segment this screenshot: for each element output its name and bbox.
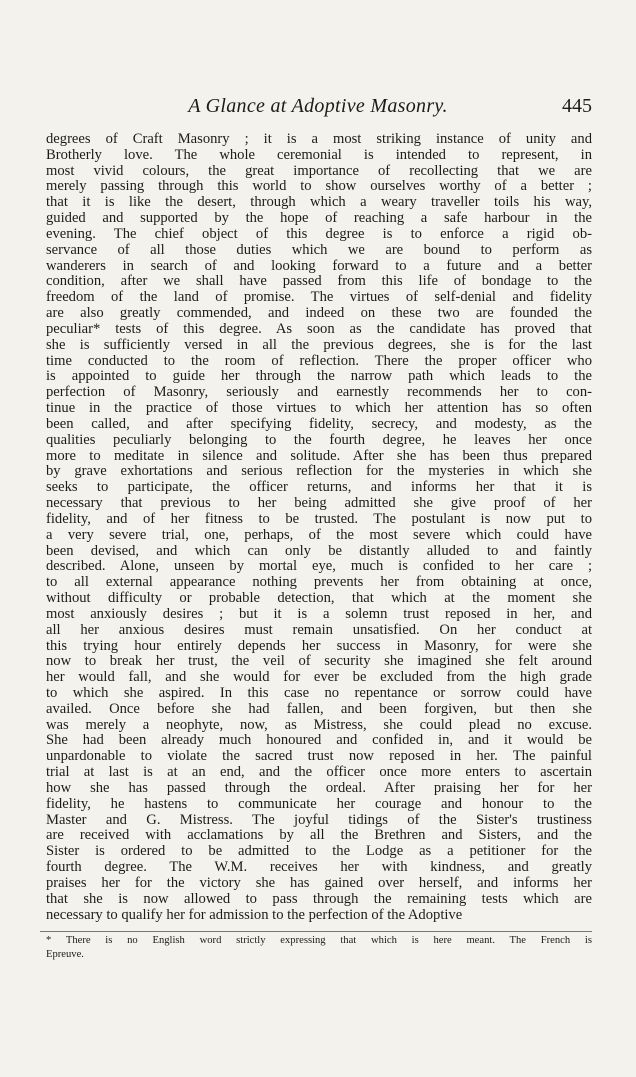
text-line: Brotherly love. The whole ceremonial is intended to represent, in	[46, 146, 592, 163]
text-line: that she is now allowed to pass through the remaining tests which are	[46, 890, 592, 907]
text-line: most vivid colours, the great importance of recollecting that we are	[46, 162, 592, 179]
footnote-line: * There is no English word strictly expressing that which is here meant. The French is	[46, 935, 592, 946]
running-title: A Glance at Adoptive Masonry.	[188, 95, 448, 117]
text-line: praises her for the victory she has gained over herself, and informs her	[46, 874, 592, 891]
text-line: degrees of Craft Masonry ; it is a most striking instance of unity and	[46, 131, 592, 147]
text-line: tinue in the practice of those virtues to which her attention has so often	[46, 400, 592, 417]
text-line: how she has passed through the ordeal. After praising her for her	[46, 779, 592, 796]
text-line: this trying hour entirely depends her success in Masonry, for were she	[46, 637, 592, 654]
text-line: more to meditate in silence and solitude. After she has been thus prepared	[46, 447, 592, 464]
text-line: without difficulty or probable detection, that which at the moment she	[46, 590, 592, 607]
text-line: necessary to qualify her for admission to the perfection of the Adoptive	[46, 906, 463, 923]
text-line: that it is like the desert, through which a weary traveller toils his way,	[46, 194, 592, 211]
footnote-divider	[40, 931, 592, 932]
text-line: been called, and after specifying fidelity, secrecy, and modesty, as the	[46, 415, 592, 432]
text-line: Master and G. Mistress. The joyful tidings of the Sister's trustiness	[46, 811, 592, 828]
text-line: wanderers in search of and looking forward to a future and a better	[46, 257, 592, 274]
text-line: seeks to participate, the officer returns, and informs her that it is	[46, 479, 592, 496]
text-line: necessary that previous to her being admitted she give proof of her	[46, 495, 592, 512]
text-line: peculiar* tests of this degree. As soon as the candidate has proved that	[46, 320, 592, 337]
text-line: perfection of Masonry, seriously and earnestly recommends her to con-	[46, 384, 592, 401]
text-line: merely passing through this world to show ourselves worthy of a better ;	[46, 178, 592, 195]
page-header	[44, 95, 592, 121]
text-line: are received with acclamations by all the Brethren and Sisters, and the	[46, 827, 592, 844]
text-line: She had been already much honoured and confided in, and it would be	[46, 732, 592, 749]
text-line: time conducted to the room of reflection. There the proper officer who	[46, 352, 592, 369]
text-line: Sister is ordered to be admitted to the Lodge as a petitioner for the	[46, 843, 592, 860]
text-line: qualities peculiarly belonging to the fourth degree, he leaves her once	[46, 431, 592, 448]
text-line: fidelity, he hastens to communicate her courage and honour to the	[46, 795, 592, 812]
text-line: evening. The chief object of this degree is to enforce a rigid ob-	[46, 225, 592, 242]
text-line: trial at last is at an end, and the officer once more enters to ascertain	[46, 764, 592, 781]
text-line: a very severe trial, one, perhaps, of the most severe which could have	[46, 526, 592, 543]
text-line: freedom of the land of promise. The virtues of self-denial and fidelity	[46, 289, 592, 306]
text-line: availed. Once before she had fallen, and been forgiven, but then she	[46, 700, 592, 717]
text-line: was merely a neophyte, now, as Mistress, she could plead no excuse.	[46, 716, 592, 733]
text-line: are also greatly commended, and indeed on these two are founded the	[46, 305, 592, 322]
text-line: condition, after we shall have passed from this life of bondage to the	[46, 273, 592, 290]
text-line: to which she aspired. In this case no repentance or sorrow could have	[46, 684, 592, 701]
text-line: her would fall, and she would for ever be excluded from the high grade	[46, 669, 592, 686]
text-line: by grave exhortations and serious reflection for the mysteries in which she	[46, 463, 592, 480]
page-number: 445	[562, 95, 592, 117]
text-line: servance of all those duties which we are bound to perform as	[46, 241, 592, 258]
text-line: described. Alone, unseen by mortal eye, much is confided to her care ;	[46, 558, 592, 575]
body-text	[46, 132, 592, 923]
text-line: fourth degree. The W.M. receives her with kindness, and greatly	[46, 859, 592, 876]
text-line: to all external appearance nothing prevents her from obtaining at once,	[46, 574, 592, 591]
text-line: been devised, and which can only be distantly alluded to and faintly	[46, 542, 592, 559]
text-line: she is sufficiently versed in all the previous degrees, she is for the last	[46, 336, 592, 353]
text-line: all her anxious desires must remain unsatisfied. On her conduct at	[46, 621, 592, 638]
text-line: fidelity, and of her fitness to be trusted. The postulant is now put to	[46, 510, 592, 527]
text-line: unpardonable to violate the sacred trust now reposed in her. The painful	[46, 748, 592, 765]
footnote-line: Epreuve.	[46, 949, 84, 960]
text-line: is appointed to guide her through the narrow path which leads to the	[46, 368, 592, 385]
text-line: guided and supported by the hope of reaching a safe harbour in the	[46, 210, 592, 227]
text-line: now to break her trust, the veil of security she imagined she felt around	[46, 653, 592, 670]
footnote	[46, 934, 592, 962]
text-line: most anxiously desires ; but it is a solemn trust reposed in her, and	[46, 605, 592, 622]
